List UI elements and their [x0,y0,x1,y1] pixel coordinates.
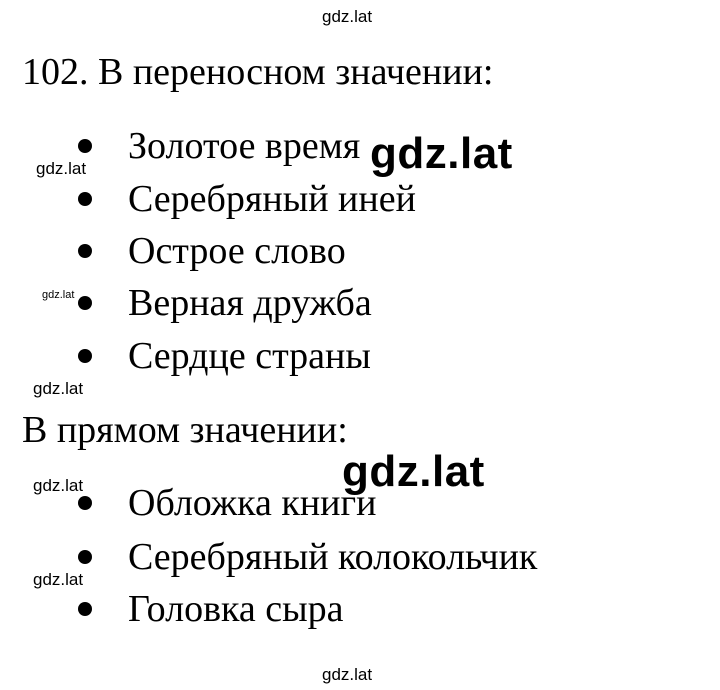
list-item [78,481,376,525]
heading-figurative: 102. В переносном значении: [22,51,494,93]
watermark-large-1: gdz.lat [370,129,513,178]
bullet-icon [78,349,92,363]
watermark-left-tiny: gdz.lat [42,289,75,301]
watermark-top: gdz.lat [322,7,373,26]
list-item [78,124,360,168]
watermark-left-4: gdz.lat [33,570,84,589]
list-item [78,587,344,631]
bullet-icon [78,602,92,616]
bullet-icon [78,244,92,258]
list-item-text: Сердце страны [128,335,371,377]
list-item [78,334,371,378]
list-item-text: Серебряный колокольчик [128,536,538,578]
list-item-text: Золотое время [128,125,361,167]
list-item-text: Головка сыра [128,588,344,630]
list-item [78,281,372,325]
list-item-text: Обложка книги [128,482,377,524]
heading-literal: В прямом значении: [22,409,348,451]
list-item [78,177,416,221]
watermark-left-2: gdz.lat [33,379,84,398]
bullet-icon [78,496,92,510]
bullet-icon [78,139,92,153]
bullet-icon [78,550,92,564]
list-item [78,535,537,579]
watermark-bottom: gdz.lat [322,665,373,684]
list-item-text: Верная дружба [128,282,372,324]
list-item [78,229,346,273]
bullet-icon [78,296,92,310]
watermark-left-3: gdz.lat [33,476,84,495]
list-item-text: Острое слово [128,230,346,272]
watermark-large-2: gdz.lat [342,447,485,496]
bullet-icon [78,192,92,206]
list-item-text: Серебряный иней [128,178,416,220]
watermark-left-1: gdz.lat [36,159,87,178]
